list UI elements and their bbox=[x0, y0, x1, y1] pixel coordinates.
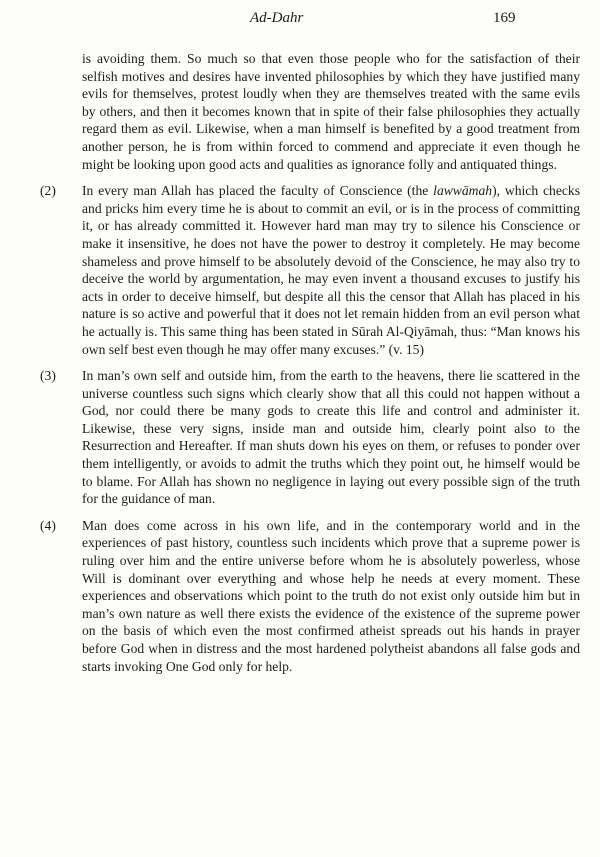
paragraph-text: In man’s own self and outside him, from the earth to the heavens, there lie scattered in the universe countless such signs which clearly show that all this could not happen without a God, nor could there be many gods to create this life and control and administer it. Likewise, these very signs, inside man and outside him, clearly point also to the Resurrection and Hereafter. If man shuts down his eyes on them, or refuses to ponder over them intelligently, or avoids to admit the truths which they point out, he himself would be to blame. For Allah has shown no negligence in laying out every possible sign of the truth for the guidance of man. bbox=[82, 368, 580, 507]
page-number: 169 bbox=[493, 10, 516, 26]
text-segment: In every man Allah has placed the faculty of Conscience (the bbox=[82, 183, 434, 199]
paragraph-number: (3) bbox=[40, 368, 56, 384]
paragraph-2 bbox=[40, 182, 580, 358]
running-title: Ad-Dahr bbox=[250, 10, 304, 26]
italic-term: lawwāmah bbox=[433, 183, 493, 199]
paragraph-3 bbox=[40, 367, 580, 508]
page-body bbox=[40, 50, 580, 675]
paragraph-text: Man does come across in his own life, and in the contemporary world and in the experiences of past history, countless such incidents which prove that a supreme power is ruling over him and the entire universe before whom he is absolutely powerless, whose Will is dominant over everything and whose help he needs at every moment. These experiences and observations which point to the truth do not exist only outside him but in man’s own nature as well there exists the evidence of the existence of the supreme power on the basis of which even the most confirmed atheist spreads out his hands in prayer before God when in distress and the most hardened polytheist abandons all false gods and starts invoking One God only for help. bbox=[82, 517, 580, 674]
paragraph-text: is avoiding them. So much so that even those people who for the satisfaction of their selfish motives and desires have invented philosophies by which they have justified many evils for themselves, protest loudly when they are themselves treated with the same evils by others, and then it becomes known that in spite of their false philosophies they actually regard them as evil. Likewise, when a man himself is benefited by a good treatment from another person, he is from within forced to commend and appreciate it even though he might be looking upon good acts and qualities as ignorance folly and antiquated things. bbox=[82, 51, 580, 172]
paragraph-4 bbox=[40, 517, 580, 675]
page-header bbox=[0, 8, 600, 32]
text-segment: ), which checks and pricks him every time he is about to commit an evil, or is in the process of committing it, or has already committed it. However hard man may try to silence his Conscience or make it insensitive, he does not have the power to destroy it completely. He may become shameless and prove himself to be absolutely devoid of the Conscience, he may also try to deceive the world by argumentation, he may even invent a thousand excuses to justify his acts in order to deceive himself, but despite all this the censor that Allah has placed in his nature is so active and powerful that it does not let remain hidden from an evil person what he actually is. This same thing has been stated in Sūrah Al-Qiyāmah, thus: “Man knows his own self best even though he may offer many excuses.” (v. 15) bbox=[82, 183, 580, 357]
paragraph-number: (2) bbox=[40, 183, 56, 199]
paragraph-number: (4) bbox=[40, 517, 56, 533]
paragraph-text bbox=[82, 182, 580, 358]
paragraph-continuation bbox=[40, 50, 580, 173]
